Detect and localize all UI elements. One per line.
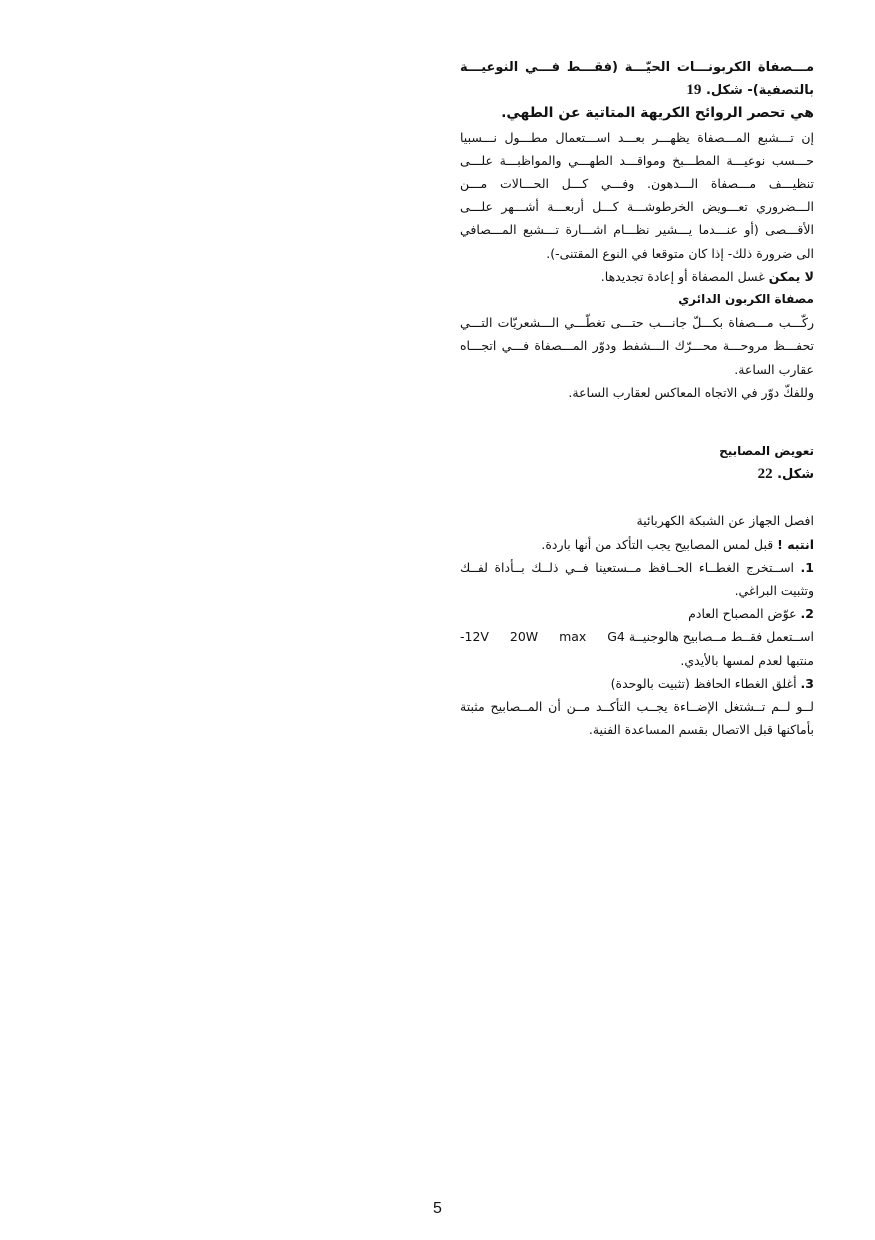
- carbon-filter-title: مـــصفاة الكربونـــات الحيّـــة (فقـــط فـــي النوعيـــة بالتصفية)- شكل.: [460, 60, 814, 99]
- lamp-spec-text: اســتعمل فقــط مــصابيح هالوجنيــة G4: [607, 629, 814, 645]
- warning-text: قبل لمس المصابيح يجب التأكد من أنها باردة.: [541, 536, 778, 552]
- lamp-spec-tail: منتبها لعدم لمسها بالأيدي.: [680, 652, 814, 668]
- spacer: [460, 486, 814, 509]
- figure-label: شكل.: [777, 467, 814, 483]
- page-number: 5: [433, 1200, 442, 1217]
- warning-bold: انتبه !: [777, 536, 814, 552]
- text-column: [460, 56, 814, 741]
- lamp-replacement-heading: تعويض المصابيح: [719, 444, 814, 459]
- step-1-text: اســتخرج الغطــاء الحــافظ مــستعينا فــي ذلــك بــأداة لفــك وتثبيت البراغي.: [460, 559, 814, 599]
- no-wash-bold: لا يمكن: [768, 268, 814, 284]
- step-2-text: عوّض المصباح العادم: [688, 606, 801, 622]
- lamp-spec-watt: 20W: [509, 629, 539, 645]
- carbon-filter-subtitle: هي تحصر الروائح الكريهة المتاتية عن الطهي.: [501, 105, 814, 122]
- no-wash-note: [460, 265, 814, 288]
- step-3-number: 3.: [800, 675, 814, 691]
- step-2-number: 2.: [800, 606, 814, 622]
- step-3: [460, 672, 814, 695]
- warning-note: [460, 533, 814, 556]
- lamp-spec-max: max: [559, 629, 587, 645]
- step-2: [460, 602, 814, 625]
- spacer: [460, 404, 814, 440]
- round-carbon-filter-heading: مصفاة الكربون الدائري: [678, 292, 814, 307]
- lighting-check-paragraph: لــو لــم تــشتغل الإضــاءة يجــب التأكــد مــن أن المــصابيح مثبتة بأماكنها قبل الاتصال بقسم المساعدة الفنية.: [460, 699, 814, 738]
- figure-number-22: 22: [757, 466, 773, 483]
- carbon-filter-heading: [460, 56, 814, 102]
- round-filter-remove-paragraph: وللفكّ دوّر في الاتجاه المعاكس لعقارب الساعة.: [568, 384, 814, 400]
- saturation-paragraph: إن تـــشبع المـــصفاة يظهـــر بعـــد اســـتعمال مطـــول نـــسبيا حـــسب نوعيـــة المطـــبخ ومواقـــد الطهـــي والمواظبـــة علـــى تنظيـــف مـــصفاة الـــدهون. وفـــي كـــل الحـــالات مـــن الـــضروري تعـــويض الخرطوشـــة كـــل أربعـــة أشـــهر علـــى الأقـــصى (أو عنـــدما يـــشير نظـــام اشـــارة تـــشبع المـــصافي الى ضرورة ذلك- إذا كان متوقعا في النوع المقتنى-).: [460, 129, 814, 261]
- figure-22-label: [460, 463, 814, 486]
- round-filter-install-paragraph: ركّـــب مـــصفاة بكـــلّ جانـــب حتـــى تغطّـــي الـــشعريّات التـــي تحفـــظ مروحـــة محـــرّك الـــشفط ودوّر المـــصفاة فـــي اتجـــاه عقارب الساعة.: [460, 315, 814, 377]
- lamp-spec-line: [460, 625, 814, 648]
- figure-number-19: 19: [686, 82, 702, 99]
- no-wash-text: غسل المصفاة أو إعادة تجديدها.: [600, 268, 769, 284]
- step-1-number: 1.: [800, 559, 814, 575]
- step-1: [460, 556, 814, 602]
- disconnect-step: افصل الجهاز عن الشبكة الكهربائية: [636, 513, 814, 529]
- step-3-text: أغلق الغطاء الحافظ (تثبيت بالوحدة): [610, 675, 801, 691]
- lamp-spec-volt: -12V: [460, 629, 489, 645]
